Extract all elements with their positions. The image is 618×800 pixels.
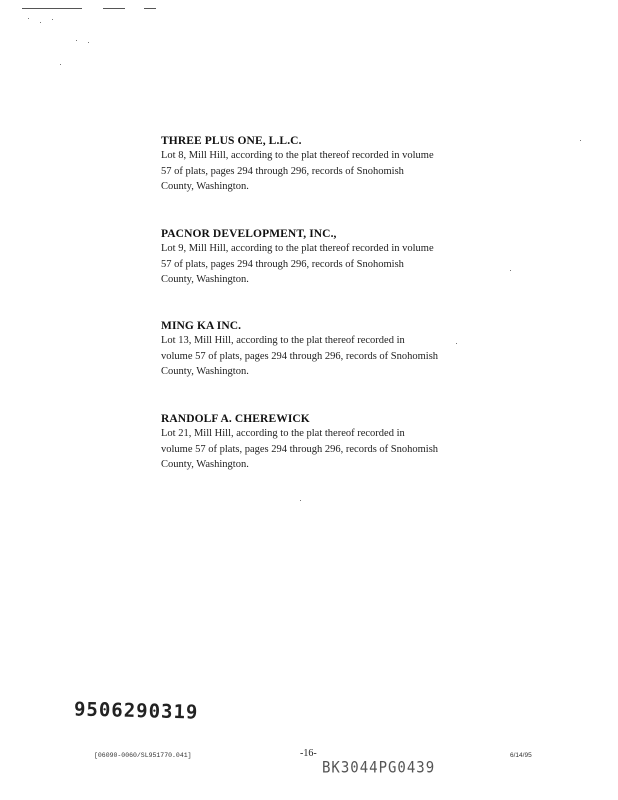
description-line: County, Washington. [161, 274, 249, 285]
scan-speck [52, 19, 53, 20]
description-line: County, Washington. [161, 181, 249, 192]
scan-speck [76, 40, 77, 41]
legal-description [161, 241, 501, 288]
description-line: County, Washington. [161, 459, 249, 470]
book-page-stamp: BK3044PG0439 [322, 758, 436, 778]
description-line: volume 57 of plats, pages 294 through 296, records of Snohomish [161, 443, 439, 455]
scan-speck [510, 270, 511, 271]
scan-artifact [144, 8, 156, 9]
legal-description [161, 148, 501, 195]
description-line: Lot 13, Mill Hill, according to the plat thereof recorded in [161, 335, 405, 346]
legal-description [161, 426, 501, 473]
page-number: -16- [300, 748, 317, 759]
owner-name: MING KA INC. [161, 320, 242, 332]
description-line: Lot 8, Mill Hill, according to the plat thereof recorded in volume [161, 150, 434, 161]
recording-number-stamp: 9506290319 [73, 698, 199, 724]
document-code: [06090-0060/SL951770.041] [94, 752, 192, 759]
document-date: 6/14/95 [510, 752, 532, 759]
parcel-entry [161, 134, 501, 195]
description-line: Lot 9, Mill Hill, according to the plat thereof recorded in volume [161, 243, 434, 254]
description-line: Lot 21, Mill Hill, according to the plat thereof recorded in [161, 428, 405, 439]
scan-speck [300, 500, 301, 501]
scan-speck [40, 22, 41, 23]
parcel-entry [161, 227, 501, 288]
scan-artifact [22, 8, 82, 9]
scan-artifact [103, 8, 125, 9]
description-line: 57 of plats, pages 294 through 296, records of Snohomish [161, 258, 404, 270]
parcel-entry [161, 319, 501, 380]
legal-description [161, 333, 501, 380]
scan-speck [60, 64, 61, 65]
description-line: County, Washington. [161, 366, 249, 377]
description-line: volume 57 of plats, pages 294 through 296, records of Snohomish [161, 350, 439, 362]
description-line: 57 of plats, pages 294 through 296, records of Snohomish [161, 165, 404, 177]
owner-name: RANDOLF A. CHEREWICK [161, 413, 310, 425]
scan-speck [28, 18, 29, 19]
scan-speck [580, 140, 581, 141]
parcel-entry [161, 412, 501, 473]
scan-speck [88, 42, 89, 43]
owner-name: THREE PLUS ONE, L.L.C. [161, 135, 302, 147]
owner-name: PACNOR DEVELOPMENT, INC., [161, 228, 337, 240]
